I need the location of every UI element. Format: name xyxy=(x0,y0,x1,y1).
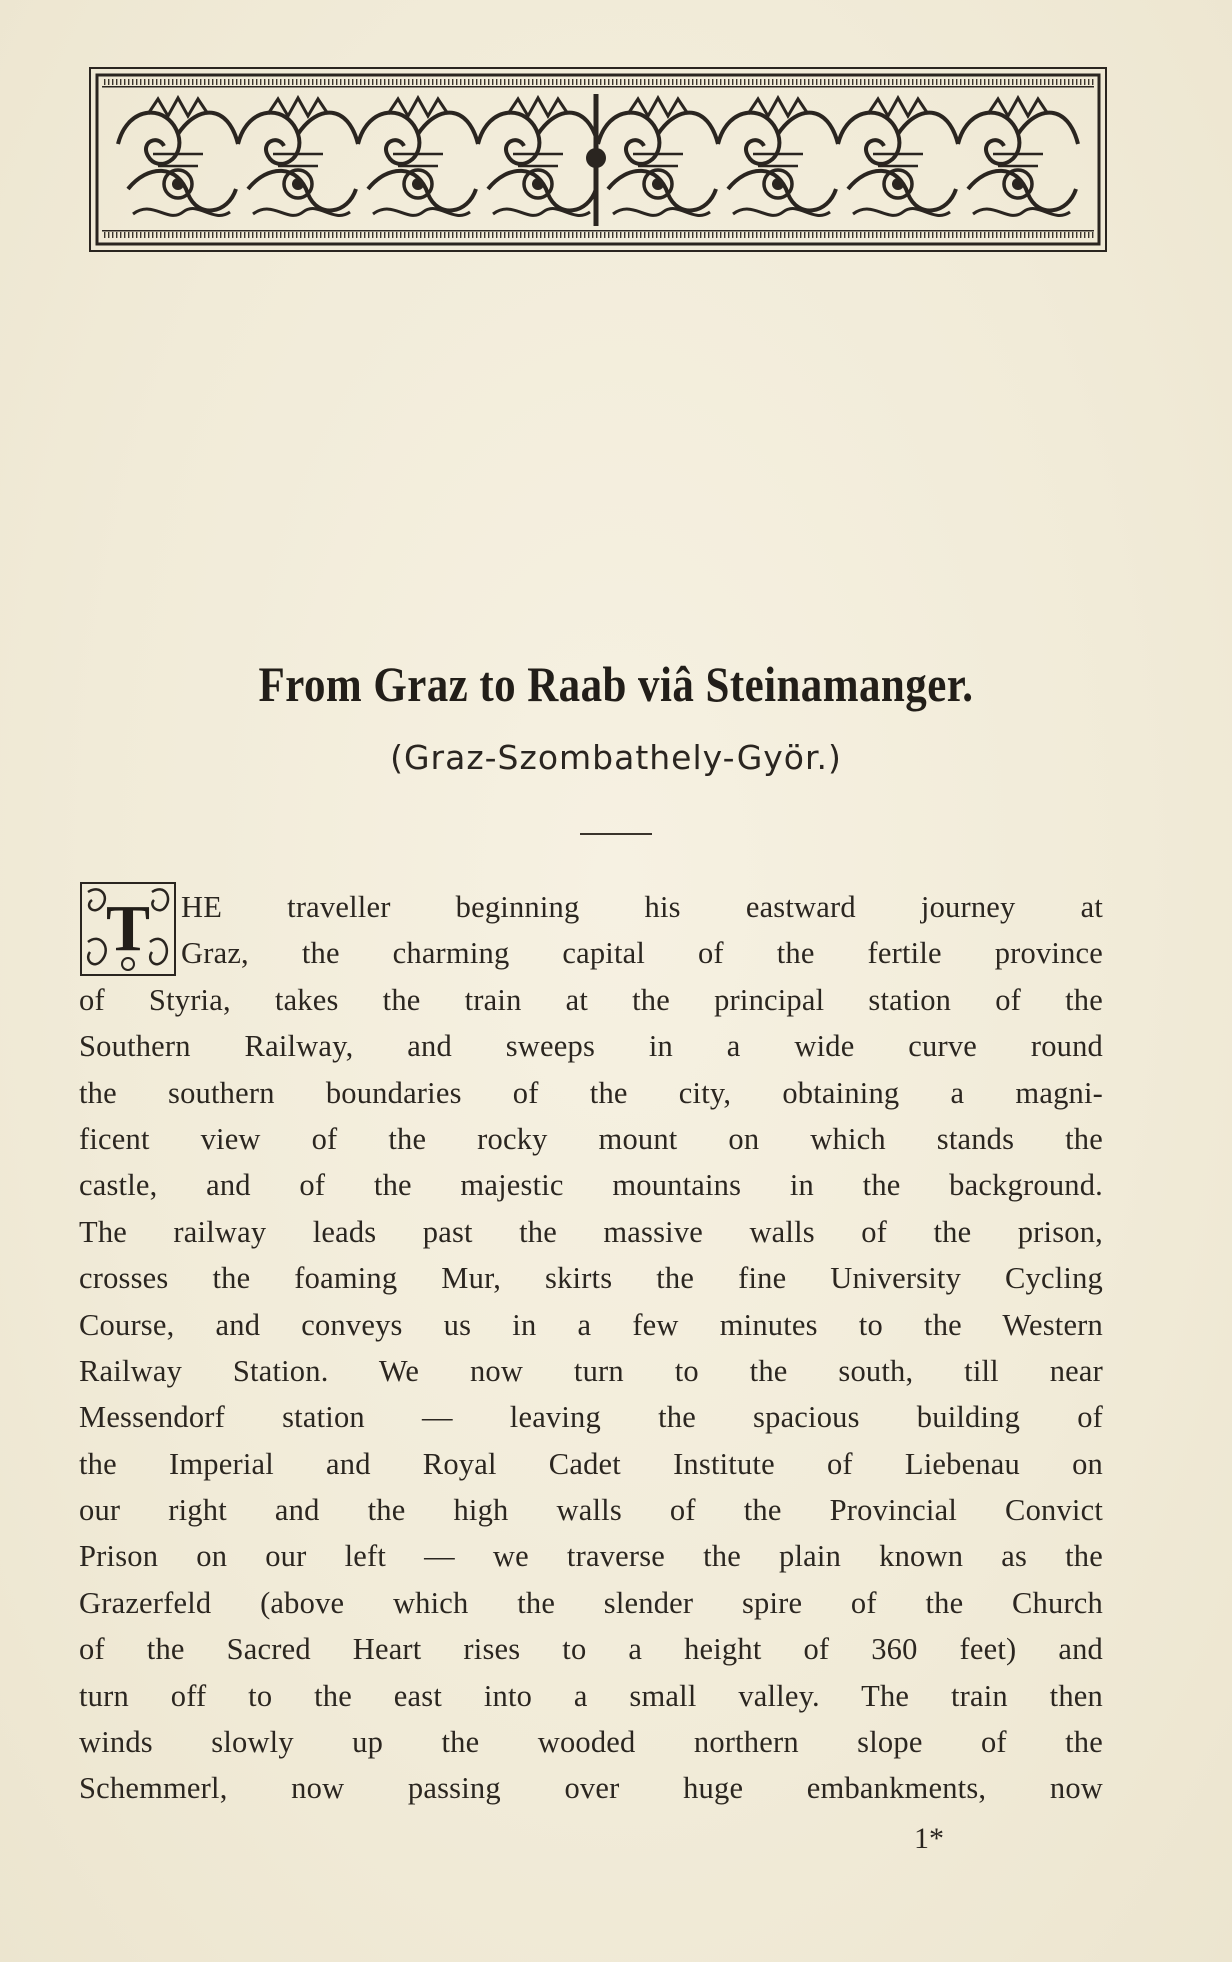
divider-rule xyxy=(580,833,652,835)
text-line: Prison on our left — we traverse the plain known as the xyxy=(79,1539,1103,1574)
initial-letter: T xyxy=(105,892,151,965)
text-line: Southern Railway, and sweeps in a wide curve round xyxy=(79,1029,1103,1064)
text-line: turn off to the east into a small valley. The train then xyxy=(79,1678,1103,1713)
chapter-title: From Graz to Raab viâ Steinamanger. xyxy=(258,656,974,712)
text-line: HE traveller beginning his eastward journey at xyxy=(181,890,1103,924)
text-line: Course, and conveys us in a few minutes to the Western xyxy=(79,1307,1103,1342)
text-line: the Imperial and Royal Cadet Institute of Liebenau on xyxy=(79,1446,1103,1481)
text-line: castle, and of the majestic mountains in the background. xyxy=(79,1168,1103,1203)
text-line: crosses the foaming Mur, skirts the fine University Cycling xyxy=(79,1261,1103,1296)
text-line: the southern boundaries of the city, obtaining a magni- xyxy=(79,1075,1103,1110)
text-line: Railway Station. We now turn to the south, till near xyxy=(79,1353,1103,1388)
text-line: Grazerfeld (above which the slender spire of the Church xyxy=(79,1585,1103,1620)
body-paragraph xyxy=(79,884,1103,1812)
page-number: 1* xyxy=(914,1822,944,1855)
chapter-subtitle: (Graz-Szombathely-Györ.) xyxy=(390,738,842,777)
text-line: ficent view of the rocky mount on which stands the xyxy=(79,1121,1103,1156)
text-line: of Styria, takes the train at the principal station of the xyxy=(79,982,1103,1017)
text-line: our right and the high walls of the Provincial Convict xyxy=(79,1493,1103,1528)
ornamental-headpiece-icon xyxy=(88,66,1110,254)
text-line: Messendorf station — leaving the spacious building of xyxy=(79,1400,1103,1435)
text-line: of the Sacred Heart rises to a height of 360 feet) and xyxy=(79,1632,1103,1667)
text-line: Schemmerl, now passing over huge embankments, now xyxy=(79,1771,1103,1806)
text-line: The railway leads past the massive walls of the prison, xyxy=(79,1214,1103,1249)
text-line: Graz, the charming capital of the fertile province xyxy=(181,936,1103,971)
text-line: winds slowly up the wooded northern slope of the xyxy=(79,1725,1103,1760)
